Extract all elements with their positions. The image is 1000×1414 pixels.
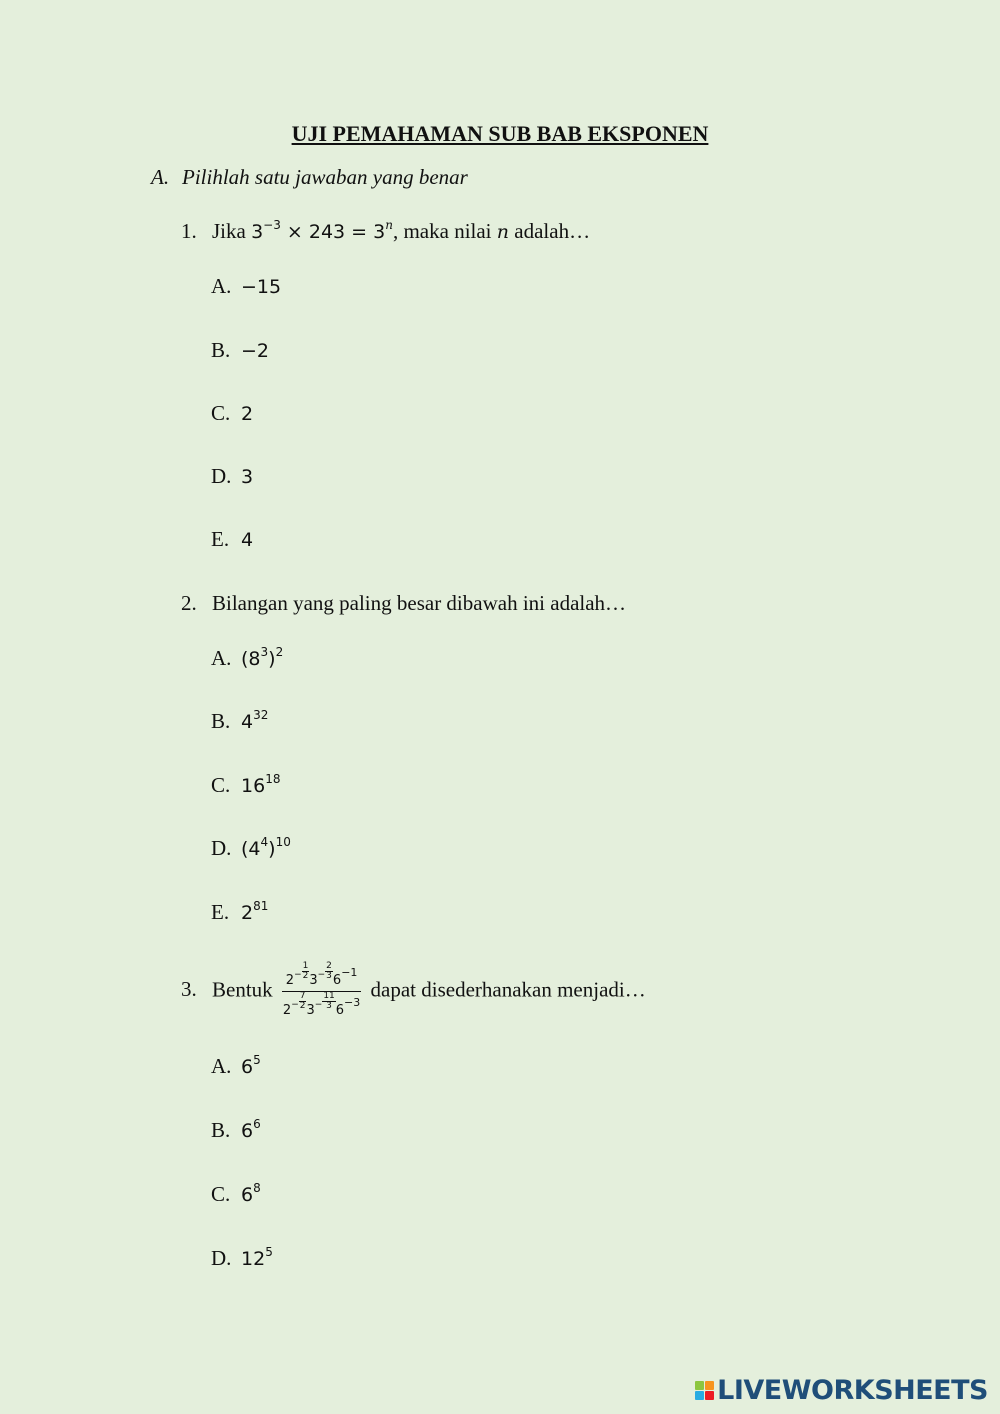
question-number: 2. [181,591,197,615]
question-1: 1. Jika $3^{-3} \times 243 = 3^n$, maka nilai n adalah… [181,218,591,243]
q3-option-c[interactable]: C. $6^8$ [211,1181,261,1206]
fraction-denominator: 2− $\frac{7}{2}$ 3− $\frac{11}{3}$ $6^{-3}$ [282,991,361,1018]
q1-option-c[interactable]: C. 2 [211,401,254,425]
q1-option-d[interactable]: D. 3 [211,464,254,488]
q2-option-c[interactable]: C. $16^{18}$ [211,772,281,797]
q2-option-a[interactable]: A. $(8^3)^2$ [211,645,284,670]
q3-option-b[interactable]: B. $6^6$ [211,1117,261,1142]
question-text: Bilangan yang paling besar dibawah ini adalah… [212,591,627,615]
logo-text: LIVEWORKSHEETS [717,1374,988,1406]
variable-n: n [496,221,510,243]
question-number: 3. [181,977,197,1002]
q1-option-b[interactable]: B. −2 [211,338,270,362]
liveworksheets-logo [695,1374,988,1406]
q2-option-b[interactable]: B. $4^{32}$ [211,708,269,733]
math-expression: $3^{-3} \times 243 = 3^n$ [251,218,393,243]
section-label: A. [151,165,170,189]
section-heading [151,165,468,190]
q1-option-e[interactable]: E. 4 [211,527,254,551]
logo-icon [695,1381,714,1400]
question-text: Jika [212,219,246,243]
q2-option-d[interactable]: D. $(4^4)^{10}$ [211,835,291,860]
question-2 [181,591,626,616]
question-3: 3. Bentuk 2− $\frac{1}{2}$ 3− $\frac{2}{3}$ $6^{-1}$ 2− $\frac{7}{2}$ 3− $\frac{11}{3}$ $6^{-3}$ dapat disederhanakan menjadi… [181,962,646,1021]
q3-option-d[interactable]: D. $12^5$ [211,1245,273,1270]
fraction-numerator: 2− $\frac{1}{2}$ 3− $\frac{2}{3}$ $6^{-1}$ [282,962,361,992]
fraction-expression [282,962,361,1021]
q3-option-a[interactable]: A. $6^5$ [211,1053,261,1078]
question-text: Bentuk [212,977,273,1002]
q1-option-a[interactable]: A. −15 [211,274,282,298]
q2-option-e[interactable]: E. $2^{81}$ [211,899,269,924]
section-text: Pilihlah satu jawaban yang benar [182,165,468,189]
question-number: 1. [181,219,197,243]
page-title: UJI PEMAHAMAN SUB BAB EKSPONEN [291,121,709,146]
